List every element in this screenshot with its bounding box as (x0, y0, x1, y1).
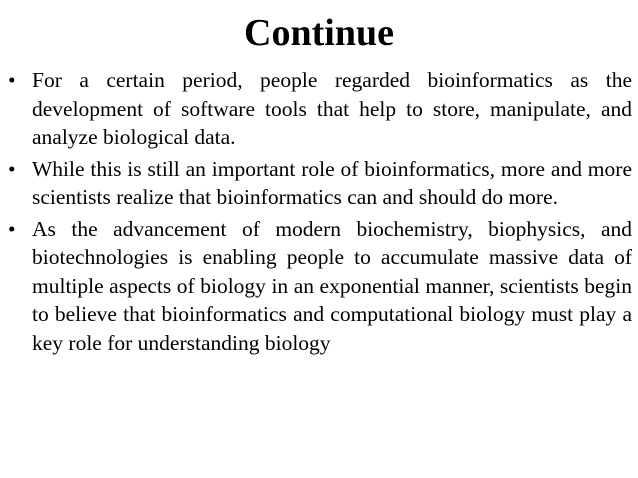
bullet-icon: • (8, 156, 16, 181)
bullet-text: As the advancement of modern biochemistry, biophysics, and biotechnologies is enabling people to accumulate massive data of multiple aspects of biology in an exponential manner, scientists begin to believe that bioinformatics and computational biology must play a key role for understanding biology (32, 216, 632, 355)
bullet-text: For a certain period, people regarded bioinformatics as the development of software tools that help to store, manipulate, and analyze biological data. (32, 68, 632, 149)
bullet-item (6, 66, 632, 152)
slide-title: Continue (244, 12, 394, 54)
bullet-item (6, 155, 632, 212)
bullet-icon: • (8, 216, 16, 241)
bullet-list (6, 66, 632, 360)
bullet-icon: • (8, 68, 16, 92)
bullet-text: While this is still an important role of bioinformatics, more and more scientists realize that bioinformatics can and should do more. (32, 156, 632, 209)
bullet-item (6, 215, 632, 358)
